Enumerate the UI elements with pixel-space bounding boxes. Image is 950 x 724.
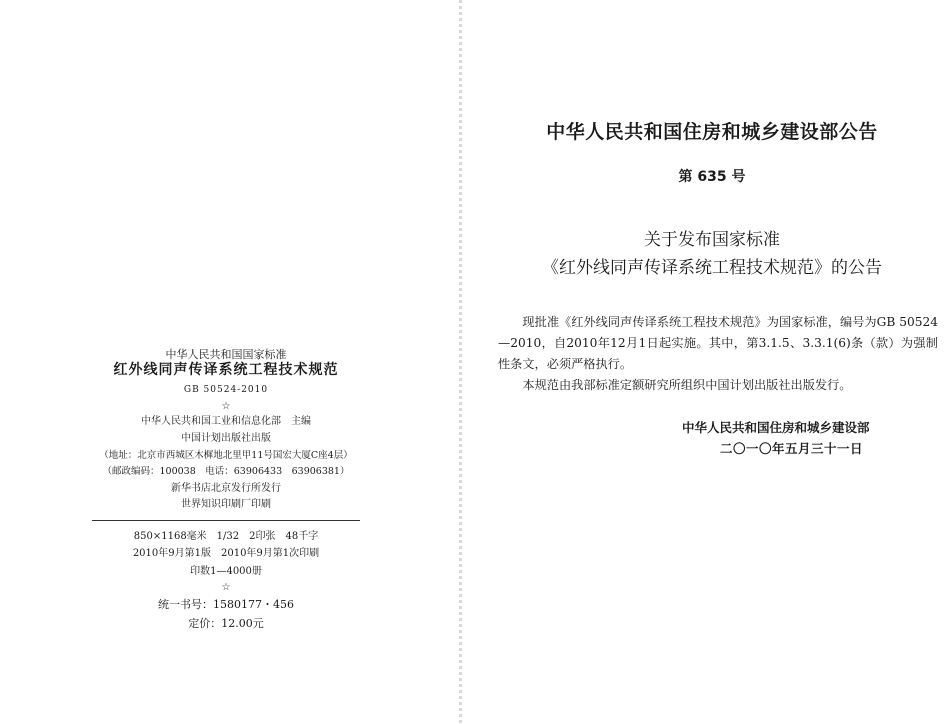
publisher-postal: （邮政编码：100038 电话：63906433 63906381） xyxy=(102,466,350,477)
announcement-paragraph: 本规范由我部标准定额研究所组织中国计划出版社出版发行。 xyxy=(522,378,852,392)
divider-rule xyxy=(92,520,360,521)
announcement-heading: 中华人民共和国住房和城乡建设部公告 xyxy=(546,121,878,143)
star-icon: ☆ xyxy=(221,401,231,412)
colophon xyxy=(86,0,366,724)
edition-line: 2010年9月第1版 2010年9月第1次印刷 xyxy=(132,548,320,559)
publisher-line: 中国计划出版社出版 xyxy=(181,433,271,444)
print-run-line: 印数1—4000册 xyxy=(190,566,262,577)
standard-title: 红外线同声传译系统工程技术规范 xyxy=(113,362,339,378)
standard-code: GB 50524-2010 xyxy=(183,385,269,395)
editor-line: 中华人民共和国工业和信息化部 主编 xyxy=(141,416,311,427)
star-icon: ☆ xyxy=(221,582,231,593)
signature-date: 二〇一〇年五月三十一日 xyxy=(720,441,864,456)
left-page xyxy=(0,0,460,724)
format-line: 850×1168毫米 1/32 2印张 48千字 xyxy=(133,531,319,542)
right-page xyxy=(462,0,950,724)
announcement-subtitle-line2: 《红外线同声传译系统工程技术规范》的公告 xyxy=(542,258,882,278)
standard-series: 中华人民共和国国家标准 xyxy=(165,348,287,361)
announcement-body xyxy=(498,312,938,396)
publisher-address: （地址：北京市西城区木樨地北里甲11号国宏大厦C座4层） xyxy=(99,450,353,461)
isbn-line: 统一书号：1580177・456 xyxy=(158,598,294,611)
announcement-subtitle-line1: 关于发布国家标准 xyxy=(644,230,780,250)
price-line: 定价：12.00元 xyxy=(188,617,264,630)
printer-line: 世界知识印刷厂印刷 xyxy=(181,499,271,510)
announcement-number: 第 635 号 xyxy=(678,169,746,185)
signatory: 中华人民共和国住房和城乡建设部 xyxy=(682,420,870,435)
announcement-paragraph: 现批准《红外线同声传译系统工程技术规范》为国家标准，编号为GB 50524—2010，自2010年12月1日起实施。其中，第3.1.5、3.3.1(6)条（款）为强制性条文，必须严格执行。 xyxy=(498,315,938,371)
distributor-line: 新华书店北京发行所发行 xyxy=(171,483,281,494)
